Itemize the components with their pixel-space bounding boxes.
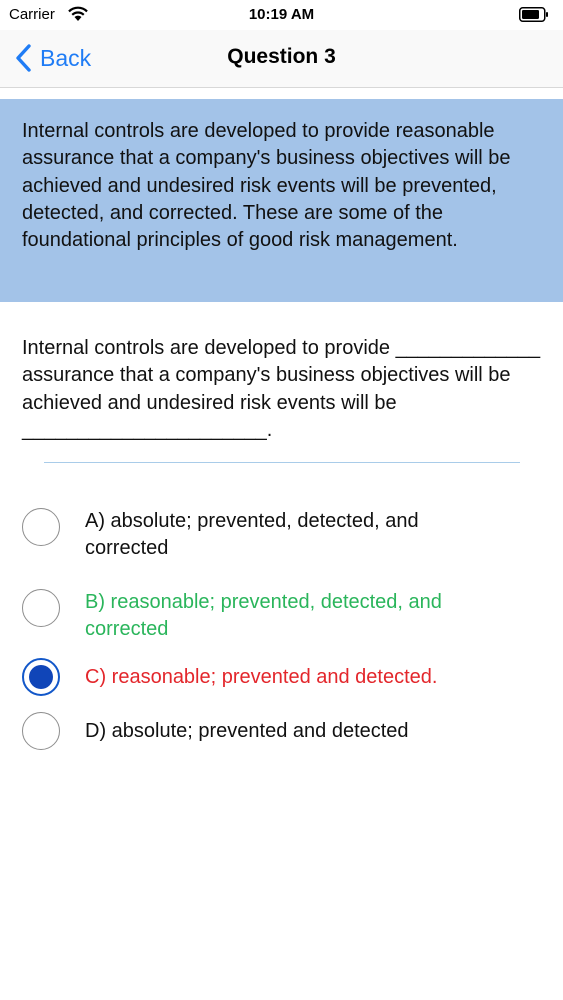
radio-selected-dot bbox=[29, 665, 53, 689]
radio-button-c-selected[interactable] bbox=[22, 658, 60, 696]
battery-icon bbox=[519, 7, 549, 22]
answer-option-label: B) reasonable; prevented, detected, and corrected bbox=[85, 591, 442, 641]
answer-option-b[interactable] bbox=[22, 589, 542, 644]
explanation-panel bbox=[0, 99, 563, 302]
divider bbox=[44, 462, 520, 463]
status-time: 10:19 AM bbox=[248, 6, 315, 23]
question-text: Internal controls are developed to provide _____________ assurance that a company's business objectives will be achieved and undesired risk events will be ______________________. bbox=[22, 337, 541, 441]
answer-option-a[interactable] bbox=[22, 508, 542, 563]
explanation-text: Internal controls are developed to provide reasonable assurance that a company's business objectives will be achieved and undesired risk events will be prevented, detected, and corrected. These are some of the foundational principles of good risk management. bbox=[22, 120, 511, 252]
answer-option-label: A) absolute; prevented, detected, and corrected bbox=[85, 510, 419, 560]
back-button-label: Back bbox=[40, 44, 92, 71]
radio-button-d[interactable] bbox=[22, 712, 60, 750]
answer-option-d[interactable] bbox=[22, 712, 542, 750]
page-title: Question 3 bbox=[227, 45, 336, 68]
navigation-bar bbox=[0, 30, 563, 88]
answer-option-label: C) reasonable; prevented and detected. bbox=[85, 666, 438, 688]
radio-button-b[interactable] bbox=[22, 589, 60, 627]
radio-button-a[interactable] bbox=[22, 508, 60, 546]
carrier-label: Carrier bbox=[9, 6, 55, 23]
answer-option-label: D) absolute; prevented and detected bbox=[85, 720, 409, 742]
status-bar bbox=[0, 0, 563, 30]
answer-option-c[interactable] bbox=[22, 658, 542, 696]
